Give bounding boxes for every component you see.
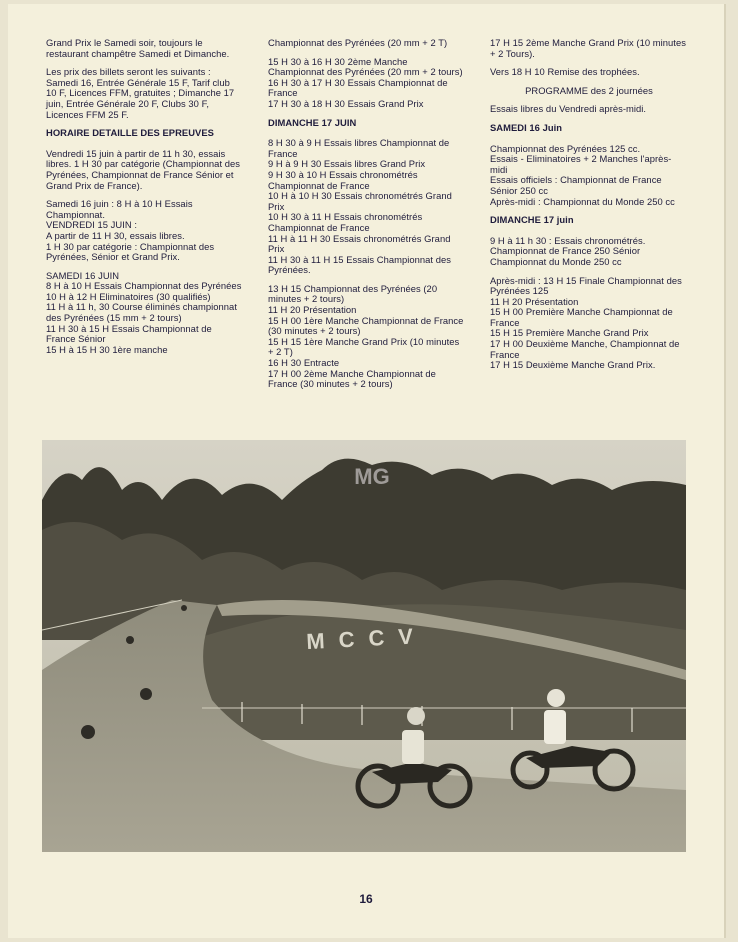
schedule-paragraph: Grand Prix le Samedi soir, toujours le restaurant champêtre Samedi et Dimanche. (46, 37, 230, 59)
schedule-paragraph: 1 H 30 par catégorie : Championnat des Pyrénées, Sénior et Grand Prix. (46, 240, 215, 263)
schedule-paragraph: Essais - Eliminatoires + 2 Manches l'après-midi (490, 153, 672, 175)
section-heading: DIMANCHE 17 juin (490, 214, 574, 226)
section-heading: DIMANCHE 17 JUIN (268, 116, 357, 128)
schedule-paragraph: Après-midi : 13 H 15 Finale Championnat des Pyrénées 125 (490, 274, 682, 297)
schedule-paragraph: 10 H 30 à 11 H Essais chronométrés Championnat de France (268, 211, 423, 233)
schedule-paragraph: 9 H à 11 h 30 : Essais chronométrés. (490, 234, 646, 246)
schedule-paragraph: 16 H 30 Entracte (268, 357, 340, 369)
schedule-paragraph: 16 H 30 à 17 H 30 Essais Championnat de France (268, 76, 448, 99)
text-column-right (490, 38, 688, 371)
schedule-paragraph: Championnat du Monde 250 cc (490, 255, 622, 267)
schedule-paragraph: 10 H à 10 H 30 Essais chronométrés Grand Prix (268, 190, 452, 212)
photo-watermark: MG (354, 464, 390, 489)
schedule-paragraph: Samedi 16 juin : 8 H à 10 H Essais Championnat. (46, 198, 193, 220)
schedule-paragraph: 8 H à 10 H Essais Championnat des Pyrénées (46, 280, 242, 292)
schedule-paragraph: 17 H 15 2ème Manche Grand Prix (10 minutes + 2 Tours). (490, 37, 686, 59)
text-column-left (46, 38, 242, 355)
schedule-paragraph: Après-midi : Championnat du Monde 250 cc (490, 195, 675, 207)
schedule-paragraph: Championnat de France 250 Sénior (490, 245, 641, 257)
schedule-paragraph: 11 H 30 à 11 H 15 Essais Championnat des Pyrénées. (268, 253, 452, 276)
schedule-paragraph: Vers 18 H 10 Remise des trophées. (490, 66, 640, 78)
schedule-paragraph: Les prix des billets seront les suivants : Samedi 16, Entrée Générale 15 F, Tarif club 10 F, Licences FFM, gratuites ; Dimanche 17 juin, Entrée Générale 20 F, Clubs 30 F, Licences FFM 25 F. (46, 66, 235, 120)
schedule-paragraph: 11 H à 11 H 30 Essais chronométrés Grand Prix (268, 232, 451, 255)
schedule-paragraph: 10 H à 12 H Eliminatoires (30 qualifiés) (46, 290, 211, 302)
section-heading: SAMEDI 16 Juin (490, 121, 563, 133)
schedule-paragraph: 15 H 30 à 16 H 30 2ème Manche Championnat des Pyrénées (20 mm + 2 tours) (268, 55, 463, 78)
page-number: 16 (359, 892, 373, 906)
schedule-paragraph: 11 H à 11 h, 30 Course éliminés championnat des Pyrénées (15 mm + 2 tours) (46, 301, 237, 324)
section-heading: HORAIRE DETAILLE DES EPREUVES (46, 127, 214, 139)
schedule-paragraph: Essais officiels : Championnat de France Sénior 250 cc (490, 174, 662, 196)
schedule-paragraph: 15 H 00 1ère Manche Championnat de France (30 minutes + 2 tours) (268, 314, 464, 337)
schedule-paragraph: 11 H 20 Présentation (268, 304, 357, 316)
schedule-paragraph: 17 H 30 à 18 H 30 Essais Grand Prix (268, 97, 424, 109)
schedule-paragraph: Championnat des Pyrénées (20 mm + 2 T) (268, 37, 448, 48)
schedule-paragraph: Championnat des Pyrénées 125 cc. (490, 142, 641, 154)
schedule-paragraph: SAMEDI 16 JUIN (46, 269, 120, 281)
schedule-paragraph: 9 H à 9 H 30 Essais libres Grand Prix (268, 158, 426, 170)
schedule-paragraph: 9 H 30 à 10 H Essais chronométrés Championnat de France (268, 168, 418, 191)
schedule-paragraph: VENDREDI 15 JUIN : (46, 219, 138, 231)
schedule-paragraph: 17 H 15 Deuxième Manche Grand Prix. (490, 359, 656, 371)
schedule-paragraph: 15 H 00 Première Manche Championnat de France (490, 306, 673, 328)
schedule-paragraph: 15 H 15 Première Manche Grand Prix (490, 327, 649, 339)
schedule-paragraph: 17 H 00 2ème Manche Championnat de France (30 minutes + 2 tours) (268, 367, 436, 390)
schedule-paragraph: Vendredi 15 juin à partir de 11 h 30, essais libres. 1 H 30 par catégorie (Championnat des Pyrénées, Championnat de France Sénior et Grand Prix de France). (46, 147, 241, 191)
schedule-paragraph: 15 H 15 1ère Manche Grand Prix (10 minutes + 2 T) (268, 335, 460, 358)
track-sign-letters: MCCV (305, 622, 428, 655)
schedule-paragraph: 8 H 30 à 9 H Essais libres Championnat de France (268, 137, 450, 159)
schedule-paragraph: 15 H à 15 H 30 1ère manche (46, 343, 168, 355)
schedule-paragraph: 11 H 30 à 15 H Essais Championnat de France Sénior (46, 322, 212, 345)
schedule-paragraph: 13 H 15 Championnat des Pyrénées (20 minutes + 2 tours) (268, 282, 438, 305)
schedule-paragraph: 11 H 20 Présentation (490, 295, 579, 307)
schedule-paragraph: Essais libres du Vendredi après-midi. (490, 103, 647, 115)
text-column-middle (268, 38, 466, 390)
magazine-page (8, 4, 726, 938)
motocross-photo (42, 440, 686, 852)
schedule-paragraph: PROGRAMME des 2 journées (525, 84, 653, 96)
schedule-paragraph: 17 H 00 Deuxième Manche, Championnat de France (490, 338, 680, 360)
schedule-paragraph: A partir de 11 H 30, essais libres. (46, 229, 185, 241)
